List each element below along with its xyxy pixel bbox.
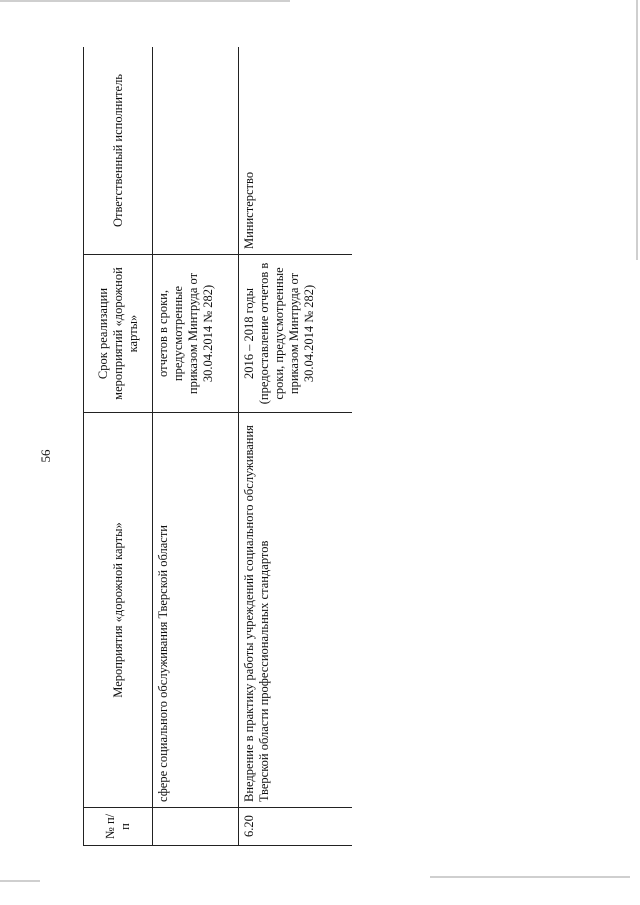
table-row <box>239 47 353 846</box>
cell-number: 6.20 <box>239 808 353 846</box>
rotated-table-container <box>83 47 352 846</box>
rotated-table-frame <box>83 47 352 846</box>
page-number: 56 <box>38 449 53 463</box>
table-header-row <box>84 47 153 846</box>
table-row <box>153 47 239 846</box>
cell-activity: сфере социального обслуживания Тверской области <box>153 413 239 808</box>
scan-edge-right <box>636 0 638 260</box>
roadmap-table <box>83 47 352 846</box>
header-activity: Мероприятия «дорожной карты» <box>84 413 153 808</box>
cell-term: отчетов в сроки, предусмотренные приказом Минтруда от 30.04.2014 № 282) <box>153 255 239 413</box>
cell-activity: Внедрение в практику работы учреждений социального обслуживания Тверской области профессиональных стандартов <box>239 413 353 808</box>
cell-responsible <box>153 47 239 255</box>
cell-number <box>153 808 239 846</box>
scan-edge-bottom <box>430 876 630 878</box>
cell-term: 2016 – 2018 годы (предоставление отчетов в сроки, предусмотренные приказом Минтруда от 30.04.2014 № 282) <box>239 255 353 413</box>
header-term: Срок реализации мероприятий «дорожной карты» <box>84 255 153 413</box>
cell-responsible: Министерство <box>239 47 353 255</box>
scan-edge-top <box>0 0 290 2</box>
header-responsible: Ответственный исполнитель <box>84 47 153 255</box>
header-number: № п/п <box>84 808 153 846</box>
scan-edge-left <box>0 880 40 882</box>
